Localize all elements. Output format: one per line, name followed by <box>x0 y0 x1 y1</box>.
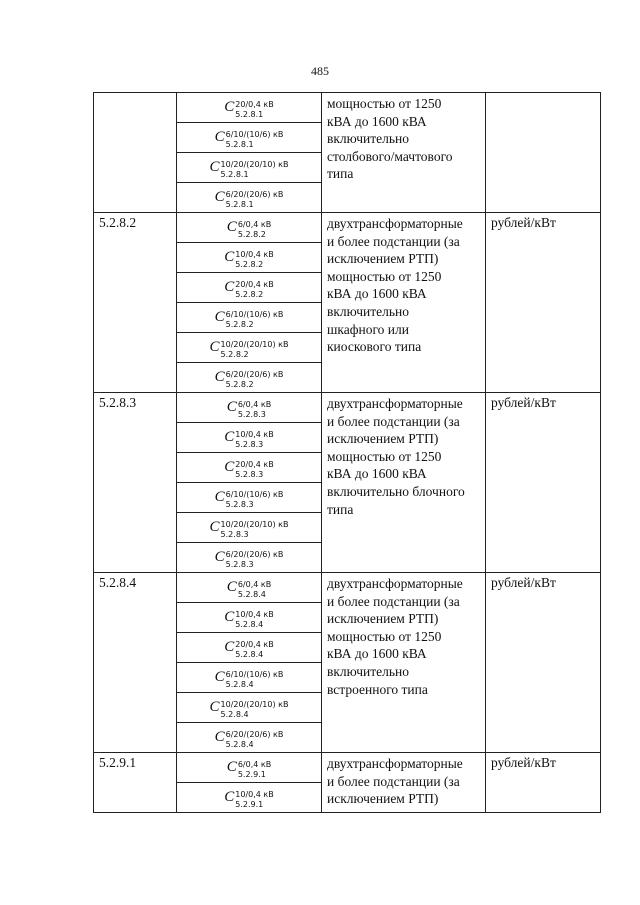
symbol-indices <box>238 759 271 777</box>
row-description <box>322 93 486 213</box>
symbol-superscript: 20/0,4 кВ <box>235 639 274 649</box>
symbol-superscript: 6/0,4 кВ <box>237 759 272 769</box>
symbol-base: C <box>224 99 235 115</box>
symbol-indices <box>235 279 273 297</box>
rate-symbol <box>177 243 321 273</box>
symbol-subscript: 5.2.8.3 <box>225 559 254 569</box>
symbol-indices <box>235 459 273 477</box>
symbol-subscript: 5.2.8.3 <box>235 439 264 449</box>
symbol-superscript: 6/10/(10/6) кВ <box>225 129 284 139</box>
symbol-subscript: 5.2.8.3 <box>225 499 254 509</box>
symbol-subscript: 5.2.8.2 <box>225 379 254 389</box>
rate-symbol <box>177 663 321 693</box>
symbol-superscript: 10/0,4 кВ <box>235 249 274 259</box>
rate-symbol <box>177 573 321 603</box>
symbol-superscript: 10/0,4 кВ <box>235 609 274 619</box>
symbol-superscript: 10/20/(20/10) кВ <box>220 699 289 709</box>
row-code: 5.2.9.1 <box>94 753 177 813</box>
symbol-indices <box>235 99 273 117</box>
symbol-indices <box>226 369 284 387</box>
rate-symbol <box>177 213 321 243</box>
symbol-base: C <box>224 429 235 445</box>
symbol-cell <box>177 93 322 213</box>
symbol-list <box>177 93 321 212</box>
symbol-indices <box>235 789 273 807</box>
rate-symbol <box>177 723 321 752</box>
symbol-superscript: 20/0,4 кВ <box>235 279 274 289</box>
symbol-superscript: 6/20/(20/6) кВ <box>225 189 284 199</box>
rate-symbol <box>177 93 321 123</box>
symbol-indices <box>226 729 284 747</box>
table-row <box>94 753 601 813</box>
symbol-base: C <box>226 579 237 595</box>
symbol-superscript: 6/10/(10/6) кВ <box>225 489 284 499</box>
symbol-subscript: 5.2.8.2 <box>235 289 264 299</box>
symbol-subscript: 5.2.8.2 <box>235 259 264 269</box>
rate-symbol <box>177 273 321 303</box>
symbol-base: C <box>224 279 235 295</box>
symbol-indices <box>226 549 284 567</box>
rate-symbol <box>177 483 321 513</box>
symbol-base: C <box>209 699 220 715</box>
table-body <box>94 93 601 813</box>
rate-symbol <box>177 123 321 153</box>
rate-symbol <box>177 513 321 543</box>
symbol-cell <box>177 753 322 813</box>
row-code: 5.2.8.2 <box>94 213 177 393</box>
rate-symbol <box>177 633 321 663</box>
symbol-superscript: 6/10/(10/6) кВ <box>225 669 284 679</box>
symbol-superscript: 20/0,4 кВ <box>235 99 274 109</box>
symbol-subscript: 5.2.9.1 <box>237 769 266 779</box>
symbol-base: C <box>214 189 225 205</box>
symbol-subscript: 5.2.8.1 <box>220 169 249 179</box>
symbol-base: C <box>226 759 237 775</box>
rate-symbol <box>177 363 321 392</box>
symbol-base: C <box>209 519 220 535</box>
symbol-base: C <box>214 669 225 685</box>
row-unit: рублей/кВт <box>486 393 601 573</box>
symbol-superscript: 10/20/(20/10) кВ <box>220 339 289 349</box>
symbol-base: C <box>214 129 225 145</box>
symbol-subscript: 5.2.8.4 <box>225 739 254 749</box>
description-text: двухтрансформаторные и более подстанции (за исключением РТП) мощностью от 1250 кВА до 1600 кВА включительно встроенного типа <box>327 576 463 697</box>
rate-symbol <box>177 783 321 812</box>
symbol-subscript: 5.2.8.4 <box>235 619 264 629</box>
description-text: мощностью от 1250 кВА до 1600 кВА включительно столбового/мачтового типа <box>327 96 453 182</box>
rate-symbol <box>177 333 321 363</box>
row-unit: рублей/кВт <box>486 573 601 753</box>
row-code: 5.2.8.4 <box>94 573 177 753</box>
symbol-indices <box>221 339 289 357</box>
symbol-subscript: 5.2.8.2 <box>220 349 249 359</box>
rate-symbol <box>177 303 321 333</box>
rate-symbol <box>177 423 321 453</box>
symbol-base: C <box>224 789 235 805</box>
row-unit <box>486 93 601 213</box>
symbol-indices <box>221 159 289 177</box>
page-number: 485 <box>311 64 329 78</box>
symbol-subscript: 5.2.8.1 <box>225 199 254 209</box>
symbol-base: C <box>214 729 225 745</box>
table-row <box>94 573 601 753</box>
description-text: двухтрансформаторные и более подстанции (за исключением РТП) <box>327 756 463 807</box>
row-code: 5.2.8.3 <box>94 393 177 573</box>
row-description <box>322 753 486 813</box>
rate-symbol <box>177 393 321 423</box>
symbol-superscript: 10/0,4 кВ <box>235 429 274 439</box>
row-unit: рублей/кВт <box>486 753 601 813</box>
symbol-superscript: 6/20/(20/6) кВ <box>225 729 284 739</box>
symbol-subscript: 5.2.8.3 <box>235 469 264 479</box>
symbol-base: C <box>214 309 225 325</box>
symbol-superscript: 10/20/(20/10) кВ <box>220 519 289 529</box>
symbol-indices <box>226 669 284 687</box>
rate-symbol <box>177 543 321 572</box>
rate-symbol <box>177 603 321 633</box>
symbol-indices <box>235 609 273 627</box>
symbol-subscript: 5.2.8.4 <box>220 709 249 719</box>
rate-symbol <box>177 453 321 483</box>
symbol-subscript: 5.2.8.4 <box>235 649 264 659</box>
symbol-cell <box>177 213 322 393</box>
symbol-subscript: 5.2.8.4 <box>237 589 266 599</box>
symbol-superscript: 6/0,4 кВ <box>237 219 272 229</box>
symbol-superscript: 6/20/(20/6) кВ <box>225 549 284 559</box>
symbol-subscript: 5.2.8.3 <box>237 409 266 419</box>
description-text: двухтрансформаторные и более подстанции (за исключением РТП) мощностью от 1250 кВА до 1600 кВА включительно шкафного или киоскового типа <box>327 216 463 355</box>
symbol-indices <box>238 579 271 597</box>
symbol-indices <box>221 699 289 717</box>
symbol-subscript: 5.2.8.2 <box>225 319 254 329</box>
rate-symbol <box>177 183 321 212</box>
row-description <box>322 573 486 753</box>
symbol-base: C <box>226 219 237 235</box>
symbol-subscript: 5.2.8.4 <box>225 679 254 689</box>
symbol-cell <box>177 393 322 573</box>
symbol-indices <box>221 519 289 537</box>
symbol-indices <box>235 429 273 447</box>
symbol-list <box>177 573 321 752</box>
symbol-base: C <box>224 609 235 625</box>
row-unit: рублей/кВт <box>486 213 601 393</box>
symbol-indices <box>226 129 284 147</box>
table-row <box>94 93 601 213</box>
symbol-superscript: 10/0,4 кВ <box>235 789 274 799</box>
symbol-base: C <box>224 249 235 265</box>
symbol-base: C <box>209 339 220 355</box>
row-description <box>322 213 486 393</box>
symbol-subscript: 5.2.8.3 <box>220 529 249 539</box>
symbol-base: C <box>214 549 225 565</box>
description-text: двухтрансформаторные и более подстанции (за исключением РТП) мощностью от 1250 кВА до 1600 кВА включительно блочного типа <box>327 396 465 517</box>
symbol-list <box>177 753 321 812</box>
symbol-list <box>177 213 321 392</box>
rate-symbol <box>177 693 321 723</box>
symbol-subscript: 5.2.9.1 <box>235 799 264 809</box>
rate-symbol <box>177 153 321 183</box>
symbol-subscript: 5.2.8.1 <box>225 139 254 149</box>
symbol-superscript: 6/0,4 кВ <box>237 399 272 409</box>
symbol-base: C <box>214 369 225 385</box>
symbol-indices <box>226 489 284 507</box>
symbol-base: C <box>214 489 225 505</box>
symbol-cell <box>177 573 322 753</box>
symbol-superscript: 6/10/(10/6) кВ <box>225 309 284 319</box>
symbol-base: C <box>224 639 235 655</box>
tariff-table <box>93 92 601 813</box>
symbol-superscript: 6/20/(20/6) кВ <box>225 369 284 379</box>
symbol-indices <box>226 309 284 327</box>
row-code <box>94 93 177 213</box>
table-row <box>94 393 601 573</box>
symbol-indices <box>238 399 271 417</box>
symbol-base: C <box>209 159 220 175</box>
symbol-list <box>177 393 321 572</box>
symbol-subscript: 5.2.8.2 <box>237 229 266 239</box>
symbol-indices <box>235 639 273 657</box>
symbol-base: C <box>226 399 237 415</box>
table-row <box>94 213 601 393</box>
symbol-base: C <box>224 459 235 475</box>
rate-symbol <box>177 753 321 783</box>
symbol-indices <box>238 219 271 237</box>
symbol-superscript: 10/20/(20/10) кВ <box>220 159 289 169</box>
symbol-indices <box>226 189 284 207</box>
symbol-subscript: 5.2.8.1 <box>235 109 264 119</box>
symbol-superscript: 20/0,4 кВ <box>235 459 274 469</box>
symbol-superscript: 6/0,4 кВ <box>237 579 272 589</box>
symbol-indices <box>235 249 273 267</box>
row-description <box>322 393 486 573</box>
